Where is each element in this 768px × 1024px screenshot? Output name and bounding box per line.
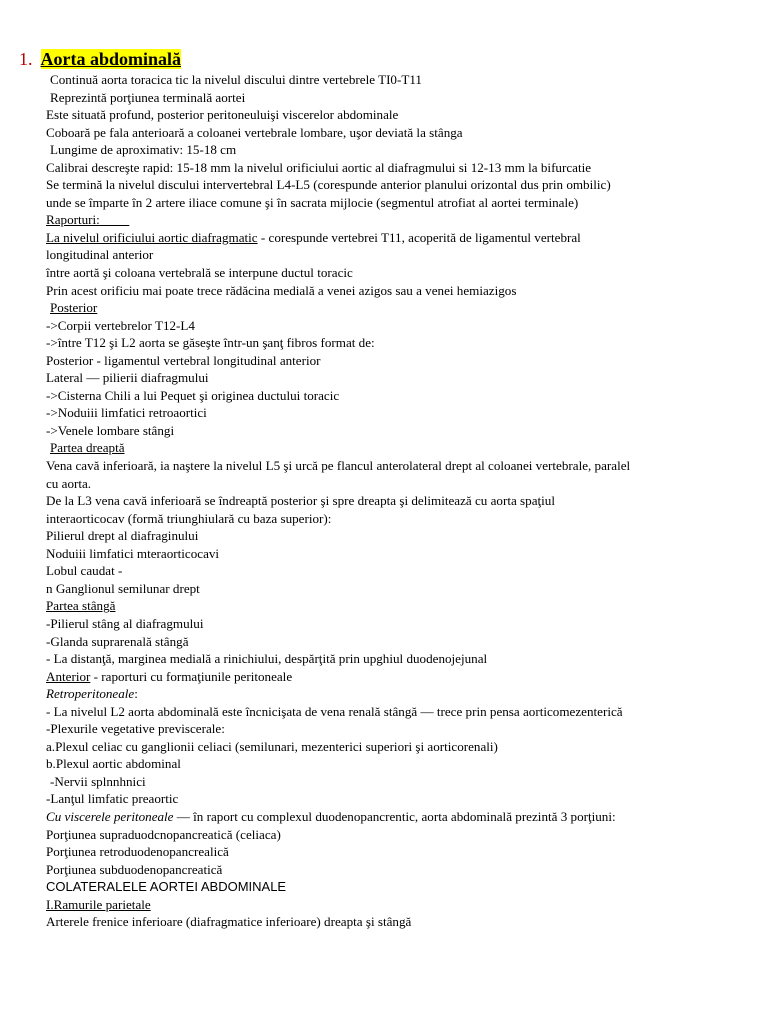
text-line: ->între T12 şi L2 aorta se găseşte într-un şanţ fibros format de: xyxy=(46,335,375,351)
text-line: longitudinal anterior xyxy=(46,247,154,263)
subheading-anterior: Anterior - raporturi cu formaţiunile peritoneale xyxy=(46,668,293,684)
text-line: Este situată profund, posterior peritoneuluişi viscerelor abdominale xyxy=(46,107,399,123)
text-line: Continuă aorta toracica tic la nivelul discului dintre vertebrele TI0-T11 xyxy=(50,72,422,87)
text-line: Lobul caudat - xyxy=(46,563,123,579)
subheading-partea-dreapta: Partea dreaptă xyxy=(50,440,125,456)
text-line: -Plexurile vegetative previscerale: xyxy=(46,721,225,737)
text-line: Noduiii limfatici mteraorticocavi xyxy=(46,545,220,561)
text-line: Porţiunea supraduodcnopancreatică (celiaca) xyxy=(46,826,281,842)
text-line: interaorticocav (formă triunghiulară cu baza superior): xyxy=(46,510,332,526)
text-line: Calibrai descreşte rapid: 15-18 mm la nivelul orificiului aortic al diafragmului si 12-13 mm la bifurcatie xyxy=(46,159,592,175)
text-line: De la L3 vena cavă inferioară se îndreaptă posterior şi spre dreapta şi delimitează cu aorta spaţiul xyxy=(46,493,555,509)
text-line: - La nivelul L2 aorta abdominală este încnicişata de vena renală stângă — trece prin pensa aorticomezenterică xyxy=(46,703,623,719)
text-line: Se termină la nivelul discului intervertebral L4-L5 (corespunde anterior planului orizontal dus prin ombilic) xyxy=(46,177,611,193)
text-line: ->Corpii vertebrelor T12-L4 xyxy=(46,317,195,333)
subheading-retroperitoneale: Retroperitoneale: xyxy=(46,686,138,702)
subheading-partea-stanga: Partea stângă xyxy=(46,598,116,614)
text-line: Porţiunea subduodenopancreatică xyxy=(46,861,223,877)
text-line: Prin acest orificiu mai poate trece rădăcina medială a venei azigos sau a venei hemiazigos xyxy=(46,282,517,298)
text-line: între aortă şi coloana vertebrală se interpune ductul toracic xyxy=(46,265,353,281)
text-line: Reprezintă porţiunea terminală aortei xyxy=(50,89,246,105)
text-line: ->Cisterna Chili a lui Pequet şi originea ductului toracic xyxy=(46,387,340,403)
text-line: Arterele frenice inferioare (diafragmatice inferioare) dreapta şi stângă xyxy=(46,914,412,930)
text-line: Pilierul drept al diafraginului xyxy=(46,528,199,544)
text-line: ->Venele lombare stângi xyxy=(46,422,175,438)
heading-number: 1. xyxy=(19,49,33,69)
text-line: Lateral — pilierii diafragmului xyxy=(46,370,209,386)
text-line: -Nervii splnnhnici xyxy=(50,773,146,789)
section-title-colateralele: COLATERALELE AORTEI ABDOMINALE xyxy=(46,879,287,895)
text-line: b.Plexul aortic abdominal xyxy=(46,756,181,772)
text-line: unde se împarte în 2 artere iliace comune şi în sacrata mijlocie (segmentul atrofiat al aortei terminale) xyxy=(46,194,579,210)
subheading-cu-viscerele: Cu viscerele peritoneale — în raport cu complexul duodenopancrentic, aorta abdominală prezintă 3 porţiuni: xyxy=(46,808,616,824)
heading-title: Aorta abdominală xyxy=(40,49,182,69)
text-line: Coboară pe fala anterioară a coloanei vertebrale lombare, uşor deviată la stânga xyxy=(46,124,463,140)
text-line: Lungime de aproximativ: 15-18 cm xyxy=(50,142,237,158)
text-line: -Glanda suprarenală stângă xyxy=(46,633,189,649)
text-line: La nivelul orificiului aortic diafragmatic - corespunde vertebrei T11, acoperită de ligamentul vertebral xyxy=(46,229,581,245)
subheading-raporturi: Raporturi: xyxy=(46,212,100,228)
text-line: cu aorta. xyxy=(46,475,92,491)
subheading-posterior: Posterior xyxy=(50,300,98,316)
text-line: ->Noduiii limfatici retroaortici xyxy=(46,405,207,421)
text-line: n Ganglionul semilunar drept xyxy=(46,580,200,596)
document-body xyxy=(46,71,762,931)
subheading-ramurile-parietale: I.Ramurile parietale xyxy=(46,896,151,912)
text-line: a.Plexul celiac cu ganglionii celiaci (semilunari, mezenterici superiori şi aorticorenali) xyxy=(46,738,498,754)
text-line: -Pilierul stâng al diafragmului xyxy=(46,615,204,631)
text-line: -Lanţul limfatic preaortic xyxy=(46,791,179,807)
section-heading xyxy=(19,46,181,72)
text-line: Posterior - ligamentul vertebral longitudinal anterior xyxy=(46,352,321,368)
text-line: Vena cavă inferioară, ia naştere la nivelul L5 şi urcă pe flancul anterolateral drept al coloanei vertebrale, paralel xyxy=(46,458,631,474)
text-line: - La distanţă, marginea medială a rinichiului, despărţită prin upghiul duodenojejunal xyxy=(46,651,488,667)
text-line: Porţiunea retroduodenopancrealică xyxy=(46,844,229,860)
